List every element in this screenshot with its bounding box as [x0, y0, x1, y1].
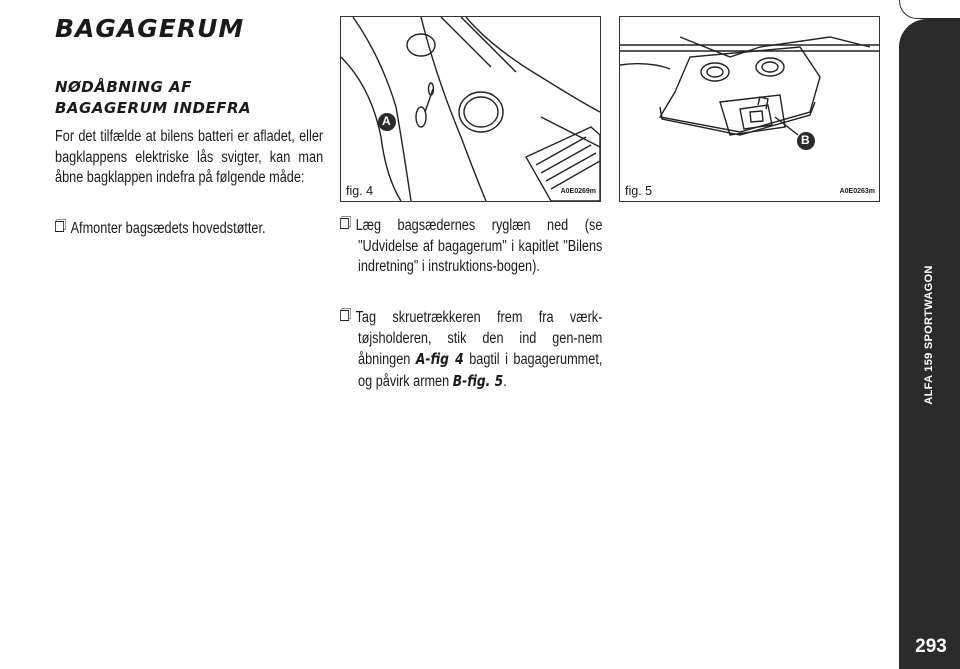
list-item-text: . [503, 372, 507, 390]
figure-4 [340, 16, 601, 202]
list-item [340, 216, 602, 278]
list-item-text: Tag skruetrækkeren frem fra værk-tøjsholderen, stik den ind gen-nem åbningen [355, 309, 603, 368]
intro-paragraph: For det tilfælde at bilens batteri er afladet, eller bagklappens elektriske lås svigter, kan man åbne bagklappen indefra på følgende måde: [55, 128, 324, 186]
checkbox-bullet-icon [340, 218, 349, 229]
figure-reference: A-fig 4 [415, 350, 464, 368]
figure-caption: fig. 4 [346, 184, 374, 198]
side-tab-label: ALFA 159 SPORTWAGON [923, 265, 935, 405]
page-number: 293 [915, 636, 947, 657]
section-heading-line-1: NØDÅBNING AF [55, 78, 192, 96]
side-tab-notch [899, 0, 960, 19]
checkbox-bullet-icon [55, 221, 64, 232]
list-item [340, 308, 602, 392]
figure-5 [619, 16, 880, 202]
figure-code: A0E0263m [839, 188, 875, 195]
list-item [55, 219, 326, 240]
section-heading-line-2: BAGAGERUM INDEFRA [55, 99, 252, 117]
list-item-text: bagtil i bagagerummet, og påvirk armen [358, 351, 603, 390]
list-item-text: Læg bagsædernes ryglæn ned (se "Udvidelse af bagagerum" i kapitlet "Bilens indretning" i instruktions-bogen). [355, 217, 603, 275]
figure-5-illustration [620, 17, 879, 201]
checkbox-bullet-icon [340, 310, 349, 321]
figure-marker: B [801, 133, 810, 147]
figure-code: A0E0269m [560, 188, 596, 195]
figure-4-illustration [341, 17, 600, 201]
page-title: BAGAGERUM [55, 14, 245, 43]
list-item-text: Afmonter bagsædets hovedstøtter. [70, 220, 266, 237]
figure-caption: fig. 5 [625, 184, 653, 198]
figure-marker: A [382, 114, 391, 128]
figure-reference: B-fig. 5 [452, 371, 504, 390]
